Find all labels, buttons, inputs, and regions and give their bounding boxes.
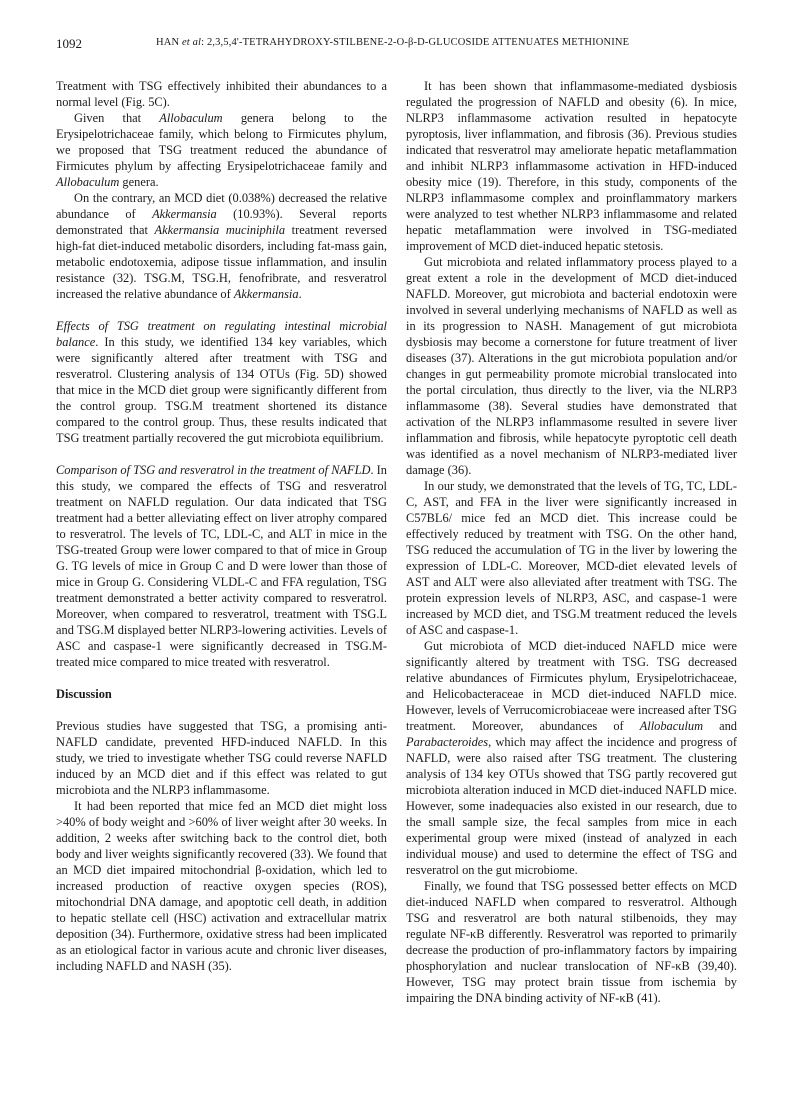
paragraph: Previous studies have suggested that TSG, a promising anti-NAFLD candidate, prevented HFD-induced NAFLD. In this study, we tried to investigate whether TSG could reverse NAFLD induced by an MCD diet and if this effect was related to gut microbiota and the NLRP3 inflammasome. — [56, 719, 387, 797]
paragraph: Gut microbiota of MCD diet-induced NAFLD mice were significantly altered by treatment with TSG. TSG decreased relative abundances of Firmicutes phylum, Erysipelotrichaceae, and Helicobacteraceae in MCD diet-induced NAFLD mice. However, levels of Verrucomicrobiaceae were increased after TSG treatment. Moreover, abundances of Allobaculum and Parabacteroides, which may affect the incidence and progress of NAFLD, were also raised after TSG treatment. The clustering analysis of 134 key OTUs showed that TSG partly recovered gut microbiota alteration induced in MCD diet-induced NAFLD mice. However, some inadequacies also existed in our research, due to the small sample size, the fecal samples from mice in each experimental group were mixed (instead of analyzed in each individual mouse) and used to determine the effect of TSG and resveratrol on the gut microbiome. — [406, 639, 737, 877]
section-heading-discussion: Discussion — [56, 687, 112, 701]
paragraph: It had been reported that mice fed an MCD diet might loss >40% of body weight and >60% of liver weight after 30 weeks. In addition, 2 weeks after switching back to the control diet, both body and liver weights significantly recovered (33). We found that an MCD diet impaired mitochondrial β-oxidation, which led to increased production of reactive oxygen species (ROS), mitochondrial DNA damage, and apoptotic cell death, in addition to hepatic stellate cell (HSC) activation and extracellular matrix deposition (34). Furthermore, oxidative stress had been implicated as an etiological factor in various acute and chronic liver diseases, including NAFLD and NASH (35). — [56, 799, 387, 973]
right-column — [406, 78, 737, 1006]
running-title-authors: HAN — [156, 37, 180, 48]
paragraph: Effects of TSG treatment on regulating intestinal microbial balance. In this study, we identified 134 key variables, which were significantly altered after treatment with TSG and resveratrol. Clustering analysis of 134 OTUs (Fig. 5D) showed that mice in the MCD diet group were significantly different from the control group. TSG.M treatment shortened its distance compared to the control group. Thus, these results indicated that TSG treatment partially recovered the gut microbiota equilibrium. — [56, 319, 387, 445]
paragraph: Gut microbiota and related inflammatory process played to a great extent a role in the development of MCD diet-induced NAFLD. Moreover, gut microbiota and bacterial endotoxin were involved in several underlying mechanisms of NAFLD as well as in its progression to NASH. Management of gut microbiota dysbiosis may become a cornerstone for future treatment of liver diseases (37). Alterations in the gut microbiota population and/or changes in gut permeability promote microbial translocated into the portal circulation, thus directly to the liver, via the NLRP3 inflammasome (38). Several studies have demonstrated that activation of the NLRP3 inflammasome resulted in severe liver inflammation and fibrosis, while hepatocyte pyroptotic cell death was identified as a novel mechanism of NLRP3-mediated liver damage (36). — [406, 255, 737, 477]
paragraph: On the contrary, an MCD diet (0.038%) decreased the relative abundance of Akkermansia (10.93%). Several reports demonstrated that Akkermansia muciniphila treatment reversed high-fat diet-induced metabolic disorders, including fat-mass gain, metabolic endotoxemia, adipose tissue inflammation, and insulin resistance (32). TSG.M, TSG.H, fenofribrate, and resveratrol increased the relative abundance of Akkermansia. — [56, 191, 388, 301]
run-in-heading: Effects of TSG treatment on regulating intestinal microbial balance — [56, 319, 387, 349]
run-in-heading: Comparison of TSG and resveratrol in the treatment of NAFLD — [56, 463, 371, 477]
paragraph: Given that Allobaculum genera belong to the Erysipelotrichaceae family, which belong to Firmicutes phylum, we proposed that TSG treatment reduced the abundance of Firmicutes phylum by affecting Erysipelotrichaceae family and Allobaculum genera. — [56, 111, 387, 189]
running-title-etal: et al — [181, 37, 202, 48]
paragraph: Finally, we found that TSG possessed better effects on MCD diet-induced NAFLD when compared to resveratrol. Although TSG and resveratrol are both natural stilbenoids, they may regulate NF-κB differently. Resveratrol was reported to primarily decrease the production of pro-inflammatory factors by impairing phosphorylation and nuclear translocation of NF-κB (39,40). However, TSG may protect brain tissue from ischemia by impairing the DNA binding activity of NF-κB (41). — [406, 879, 737, 1005]
paragraph: In our study, we demonstrated that the levels of TG, TC, LDL-C, AST, and FFA in the liver were significantly increased in C57BL6/ mice fed an MCD diet. This increase could be effectively reduced by treatment with TSG. On the other hand, TSG reduced the accumulation of TG in the liver by lowering the expression of LDL-C. Moreover, MCD-diet elevated levels of AST and ALT were also alleviated after treatment with TSG. The protein expression levels of NLRP3, ASC, and caspase-1 were increased by MCD diet, and TSG.M treatment reduced the levels of ASC and caspase-1. — [406, 479, 737, 637]
page-number: 1092 — [56, 36, 82, 51]
left-column — [56, 78, 387, 974]
page-header — [56, 36, 738, 52]
paragraph: Treatment with TSG effectively inhibited their abundances to a normal level (Fig. 5C). — [56, 79, 387, 109]
running-title-text: : 2,3,5,4'-TETRAHYDROXY-STILBENE-2-O-β-D-GLUCOSIDE ATTENUATES METHIONINE — [201, 37, 630, 48]
paragraph: It has been shown that inflammasome-mediated dysbiosis regulated the progression of NAFLD and obesity (6). In mice, NLRP3 inflammasome activation resulted in hepatocyte pyroptosis, liver inflammation, and fibrosis (36). Previous studies indicated that resveratrol may ameliorate hepatic metaflammation and inhibit NLRP3 inflammasome activation in HFD-induced obesity mice (19). Therefore, in this study, components of the NLRP3 inflammasome complex and proinflammatory markers were analyzed to test whether NLRP3 inflammasome and related hepatic metaflammation were involved in TSG-mediated improvement of MCD diet-induced hepatic stetosis. — [406, 79, 737, 253]
running-title — [156, 37, 629, 48]
paragraph: Comparison of TSG and resveratrol in the treatment of NAFLD. In this study, we compared the effects of TSG and resveratrol treatment on NAFLD regulation. Our data indicated that TSG treatment had a better alleviating effect on liver atrophy compared to resveratrol. The levels of TC, LDL-C, and ALT in mice in the TSG-treated Group were lower compared to that of mice in Group G. TG levels of mice in Group C and D were lower than those of mice in Group G. Considering VLDL-C and FFA regulation, TSG treatment demonstrated a better activity compared to resveratrol. Moreover, when compared to resveratrol, treatment with TSG.L and TSG.M displayed better NLRP3-lowering activities. Levels of ASC and caspase-1 were significantly decreased in TSG.M-treated mice compared to mice treated with resveratrol. — [56, 463, 387, 669]
